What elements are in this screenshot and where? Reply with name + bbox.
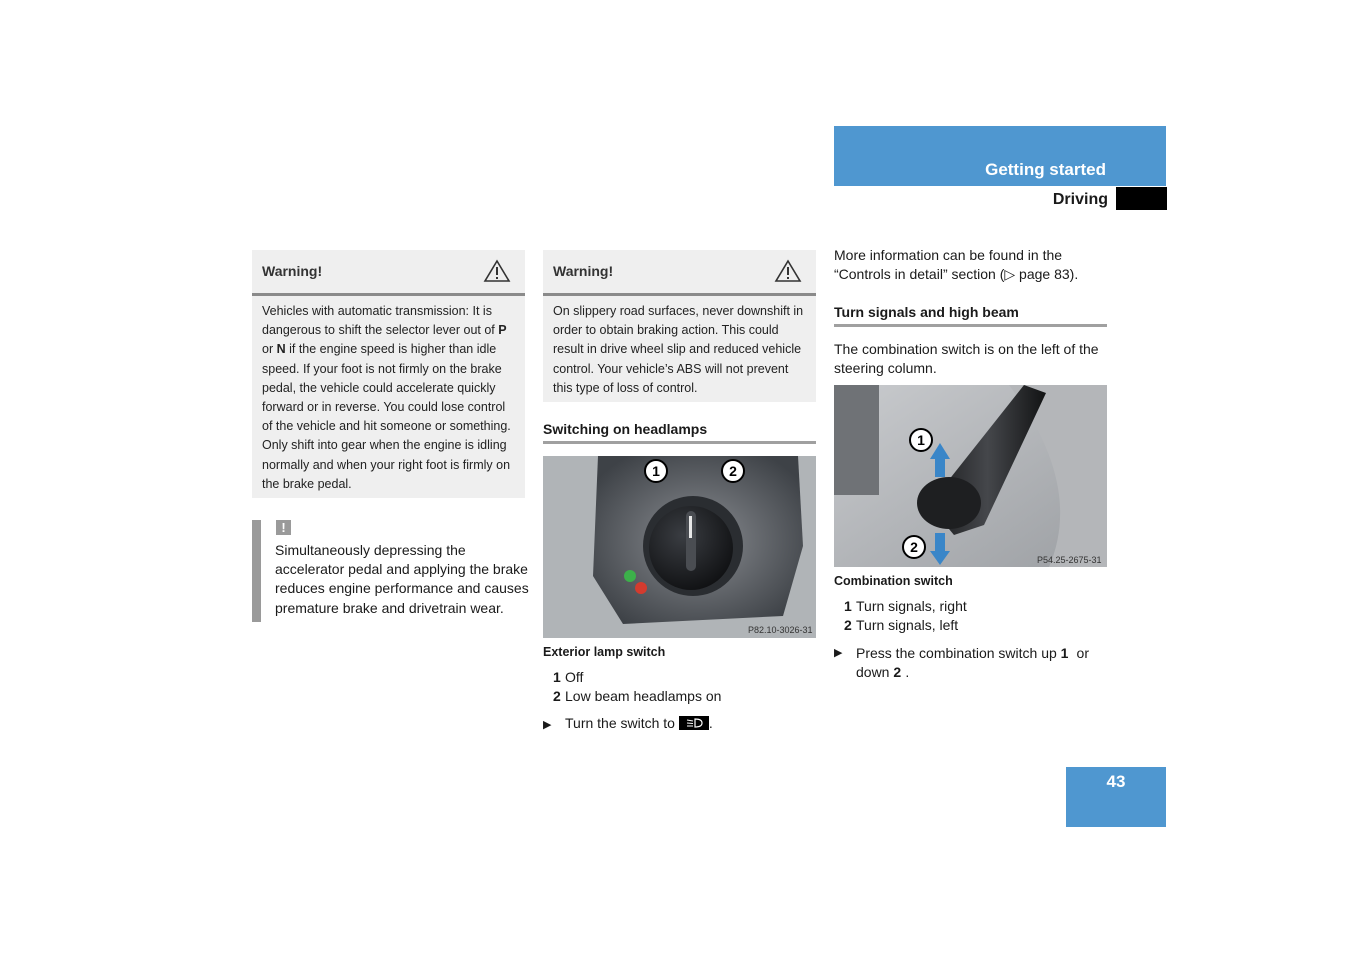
warning-box-downshift [543, 250, 816, 402]
caption-combination-switch: Combination switch [834, 574, 953, 588]
warning-triangle-icon [483, 259, 511, 283]
item-text: Turn signals, right [856, 598, 967, 614]
notice-exclamation-icon: ! [276, 520, 291, 535]
instruction-number: 1 [1060, 645, 1069, 661]
instruction-text: Press the combination switch up [856, 645, 1061, 661]
page-number: 43 [1106, 772, 1126, 791]
item-number: 2 [553, 688, 561, 704]
list-item [553, 668, 583, 687]
instruction-arrow-icon: ▶ [543, 719, 552, 731]
instruction-text: Turn the switch to [565, 715, 675, 731]
item-number: 2 [844, 617, 852, 633]
gear-p-label: P [498, 323, 507, 338]
exterior-lamp-switch-image [543, 456, 816, 638]
notice-text: Simultaneously depressing the accelerator pedal and applying the brake reduces engine performance and causes premature brake and drivetrain wear. [275, 542, 529, 616]
combination-switch-image [834, 385, 1107, 567]
instruction-text: . [905, 664, 910, 681]
subsection-title: Driving [1052, 191, 1108, 208]
list-item [844, 616, 958, 635]
notice-bar [252, 520, 261, 622]
warning-text [252, 296, 525, 502]
more-info-text: More information can be found in the “Controls in detail” section (▷ page 83). [834, 247, 1079, 283]
callout-2: 2 [729, 463, 737, 479]
warning-title: Warning! [262, 263, 323, 279]
callout-2: 2 [910, 539, 918, 555]
instruction-text: or down [856, 645, 1089, 681]
warning-header [543, 250, 816, 296]
item-text: Low beam headlamps on [565, 688, 722, 704]
warning-box-transmission [252, 250, 525, 498]
warning-header [252, 250, 525, 296]
instruction-press-switch [834, 644, 1109, 682]
warning-text-part: if the engine speed is higher than idle speed. If your foot is not firmly on the brake pedal, the vehicle could accelerate quickly forward or in reverse. You could lose control of the vehicle and hit someone or something. Only shift into gear when the engine is idling normally and when your right foot is firmly on the brake pedal. [262, 342, 511, 491]
caption-exterior-lamp-switch: Exterior lamp switch [543, 645, 666, 659]
item-number: 1 [553, 669, 561, 685]
instruction-number: 2 [893, 664, 902, 681]
warning-text-part: or [262, 342, 277, 357]
section-header-box [834, 126, 1166, 186]
warning-triangle-icon [774, 259, 802, 283]
gear-n-label: N [276, 342, 286, 357]
item-text: Off [565, 669, 584, 685]
item-text: Turn signals, left [856, 617, 959, 633]
item-number: 1 [844, 598, 852, 614]
callout-1: 1 [652, 463, 660, 479]
image-code: P82.10-3026-31 [748, 625, 813, 635]
warning-text-part: Vehicles with automatic transmission: It is dangerous to shift the selector lever out of [262, 304, 499, 338]
combination-switch-desc: The combination switch is on the left of the steering column. [834, 341, 1099, 377]
warning-text: On slippery road surfaces, never downshift in order to obtain braking action. This could result in drive wheel slip and reduced vehicle control. Your vehicle’s ABS will not prevent this type of loss of control. [553, 304, 804, 395]
page-number-box [1066, 767, 1166, 827]
instruction-arrow-icon: ▶ [834, 647, 843, 659]
instruction-turn-switch [543, 714, 713, 735]
callout-1: 1 [917, 432, 925, 448]
heading-turn-signals: Turn signals and high beam [834, 304, 1107, 327]
image-code: P54.25-2675-31 [1037, 555, 1102, 565]
heading-switching-headlamps: Switching on headlamps [543, 421, 816, 444]
low-beam-symbol-icon [679, 716, 709, 730]
section-title: Getting started [985, 160, 1106, 179]
list-item [844, 597, 967, 616]
instruction-suffix: . [708, 715, 713, 731]
warning-title: Warning! [553, 263, 614, 279]
subsection-marker [1116, 187, 1167, 210]
list-item [553, 687, 721, 706]
